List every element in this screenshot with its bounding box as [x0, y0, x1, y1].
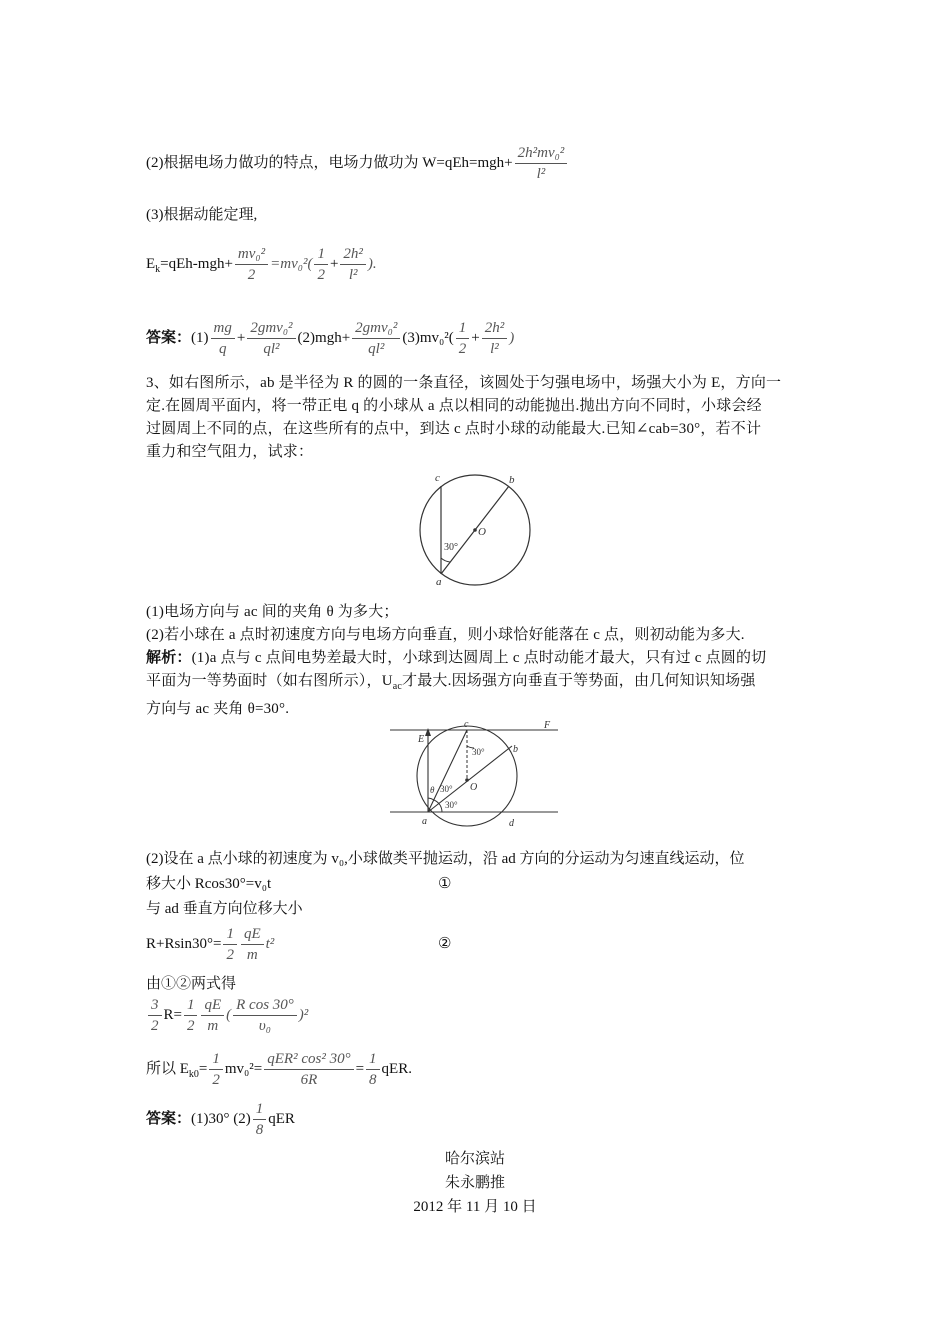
text: ): [509, 329, 515, 346]
text: (2)根据电场力做功的特点，电场力做功为 W=qEh=mgh+: [146, 154, 513, 171]
part2b-eq4: [146, 1049, 412, 1090]
numerator: 3: [148, 995, 162, 1016]
answer2-line: [146, 1099, 295, 1140]
label-o: O: [478, 526, 486, 538]
text: =: [198, 1060, 208, 1077]
denominator: ql²: [263, 341, 280, 357]
label-b: b: [513, 744, 518, 755]
text: E: [146, 255, 156, 272]
part3-ek-line: [146, 244, 377, 285]
questions: [146, 601, 810, 647]
solution-text: [146, 647, 810, 721]
solution-label: 解析：: [146, 650, 192, 666]
numerator: 1: [456, 318, 470, 339]
text: (1)30° (2): [191, 1110, 251, 1127]
numerator: 2h²mv₀²: [515, 143, 568, 164]
fraction: [352, 318, 400, 359]
angle-label-low: 30°: [445, 800, 458, 810]
label-a: a: [436, 576, 442, 588]
fraction: [241, 924, 264, 965]
denominator: 2: [226, 947, 234, 963]
fraction: [211, 318, 235, 359]
denominator: l²: [490, 341, 499, 357]
angle-arc-1: [428, 798, 434, 800]
marker-2: ②: [438, 936, 452, 952]
answer-label: 答案：: [146, 1110, 192, 1127]
fraction: [515, 143, 568, 184]
numerator: qE: [201, 995, 224, 1016]
text: t²: [265, 935, 275, 952]
text: (2)mgh+: [297, 329, 351, 346]
center-dot: [473, 528, 477, 532]
text: )²: [298, 1006, 309, 1023]
text: R+Rsin30°=: [146, 935, 222, 952]
plus: +: [471, 329, 480, 346]
numerator: 1: [314, 244, 328, 265]
label-theta: θ: [430, 785, 435, 795]
circle-figure-2: [388, 718, 564, 832]
label-b: b: [509, 474, 515, 486]
text: 平面为一等势面时（如右图所示），U: [146, 673, 393, 689]
text: 才最大.因场强方向垂直于等势面，由几何知识知场强: [402, 673, 756, 689]
text: =mv₀²(: [270, 255, 313, 272]
fraction: [233, 995, 297, 1036]
footer-station: 哈尔滨站: [444, 1151, 505, 1167]
numerator: qE: [241, 924, 264, 945]
text: ).: [367, 255, 377, 272]
numerator: 1: [253, 1099, 267, 1120]
part2b-line1: (2)设在 a 点小球的初速度为 v₀,小球做类平抛运动，沿 ad 方向的分运动为匀速直线运动，位: [146, 851, 745, 867]
numerator: 2gmv₀²: [247, 318, 295, 339]
footer-date: 2012 年 11 月 10 日: [413, 1199, 537, 1215]
fraction: [482, 318, 508, 359]
subscript: k0: [188, 1068, 199, 1080]
numerator: 1: [184, 995, 198, 1016]
text: (: [226, 1006, 232, 1023]
numerator: 1: [223, 924, 237, 945]
footer-author: 朱永鹏推: [444, 1175, 505, 1191]
denominator: ql²: [368, 341, 385, 357]
solution-line-3: 方向与 ac 夹角 θ=30°.: [146, 701, 290, 717]
label-o: O: [470, 782, 478, 793]
subscript: ac: [392, 681, 403, 692]
text: (1)a 点与 c 点间电势差最大时，小球到达圆周上 c 点时动能才最大，只有过 c 点圆的切: [191, 650, 767, 666]
solution-line-1: [146, 647, 810, 670]
fraction: [366, 1049, 380, 1090]
fraction: [340, 244, 366, 285]
fraction: [314, 244, 328, 285]
text: =qEh-mgh+: [160, 255, 233, 272]
diameter-ab: [428, 746, 512, 812]
part2b-eq3: [146, 995, 308, 1036]
numerator: mv₀²: [235, 244, 268, 265]
angle-label-mid: 30°: [440, 784, 453, 794]
subscript: k: [155, 263, 161, 275]
fraction: [148, 995, 162, 1036]
problem3-text: [146, 372, 810, 464]
denominator: 6R: [300, 1072, 318, 1088]
denominator: m: [246, 947, 258, 963]
label-e: E: [418, 734, 425, 745]
label-c: c: [435, 472, 440, 484]
part3-intro: (3)根据动能定理,: [146, 207, 258, 223]
text: 所以 E: [146, 1060, 189, 1077]
fraction: [247, 318, 295, 359]
label-c: c: [464, 719, 469, 730]
angle-label: 30°: [444, 542, 458, 553]
denominator: q: [218, 341, 227, 357]
denominator: 8: [369, 1072, 377, 1088]
center-dot: [465, 778, 469, 782]
fraction: [253, 1099, 267, 1140]
denominator: 2: [458, 341, 467, 357]
part2-line: [146, 143, 569, 184]
problem-line: 过圆周上不同的点，在这些所有的点中，到达 c 点时小球的动能最大.已知∠cab=30°，若不计: [146, 421, 762, 437]
denominator: 8: [255, 1122, 264, 1138]
problem-line: 重力和空气阻力，试求：: [146, 444, 314, 460]
e-arrowhead: [425, 728, 431, 736]
denominator: 2: [212, 1072, 220, 1088]
fraction: [456, 318, 470, 359]
question-1: (1)电场方向与 ac 间的夹角 θ 为多大；: [146, 604, 399, 620]
denominator: 2: [317, 267, 325, 283]
numerator: qER² cos² 30°: [264, 1049, 353, 1070]
plus: +: [329, 255, 339, 272]
label-f: F: [544, 720, 551, 731]
denominator: l²: [348, 267, 358, 283]
label-a: a: [422, 816, 427, 827]
label-d: d: [509, 818, 514, 829]
angle-arc-3: [440, 805, 442, 812]
plus: +: [236, 329, 246, 346]
angle-label-top: 30°: [472, 747, 485, 757]
numerator: 1: [366, 1049, 380, 1070]
numerator: 1: [209, 1049, 223, 1070]
numerator: R cos 30°: [233, 995, 297, 1016]
denominator: l²: [536, 166, 546, 182]
part2b-eq2: [146, 924, 274, 965]
fraction: [264, 1049, 353, 1090]
numerator: 2h²: [482, 318, 508, 339]
text: R=: [163, 1006, 182, 1023]
fraction: [209, 1049, 223, 1090]
answer1-line: [146, 318, 514, 359]
problem-line: 定.在圆周平面内，将一带正电 q 的小球从 a 点以相同的动能抛出.抛出方向不同时，小球会经: [146, 398, 762, 414]
fraction: [184, 995, 198, 1036]
fraction: [201, 995, 224, 1036]
numerator: 2h²: [340, 244, 366, 265]
problem-line: 3、如右图所示，ab 是半径为 R 的圆的一条直径，该圆处于匀强电场中，场强大小为 E，方向一: [146, 375, 782, 391]
numerator: mg: [211, 318, 235, 339]
text: (3)mv₀²(: [402, 329, 454, 346]
denominator: 2: [186, 1018, 195, 1034]
denominator: υ₀: [258, 1018, 272, 1034]
answer-label: 答案：: [146, 329, 192, 346]
text: (1): [191, 329, 209, 346]
circle-figure-1: [405, 466, 545, 596]
question-2: (2)若小球在 a 点时初速度方向与电场方向垂直，则小球恰好能落在 c 点，则初动能为多大.: [146, 627, 745, 643]
angle-arc: [441, 558, 450, 562]
text: =: [355, 1060, 365, 1077]
denominator: m: [207, 1018, 219, 1034]
part2b-line5: 由①②两式得: [146, 976, 237, 992]
text: mv₀²=: [224, 1060, 263, 1077]
text: qER: [268, 1110, 295, 1127]
part2b-line2: 移大小 Rcos30°=v₀t: [146, 876, 272, 892]
fraction: [235, 244, 268, 285]
denominator: 2: [247, 267, 256, 283]
part2b-line3: 与 ad 垂直方向位移大小: [146, 901, 303, 917]
numerator: 2gmv₀²: [352, 318, 400, 339]
solution-line-2: [146, 670, 810, 698]
fraction: [223, 924, 237, 965]
text: qER.: [381, 1060, 412, 1077]
marker-1: ①: [438, 876, 452, 892]
denominator: 2: [151, 1018, 159, 1034]
